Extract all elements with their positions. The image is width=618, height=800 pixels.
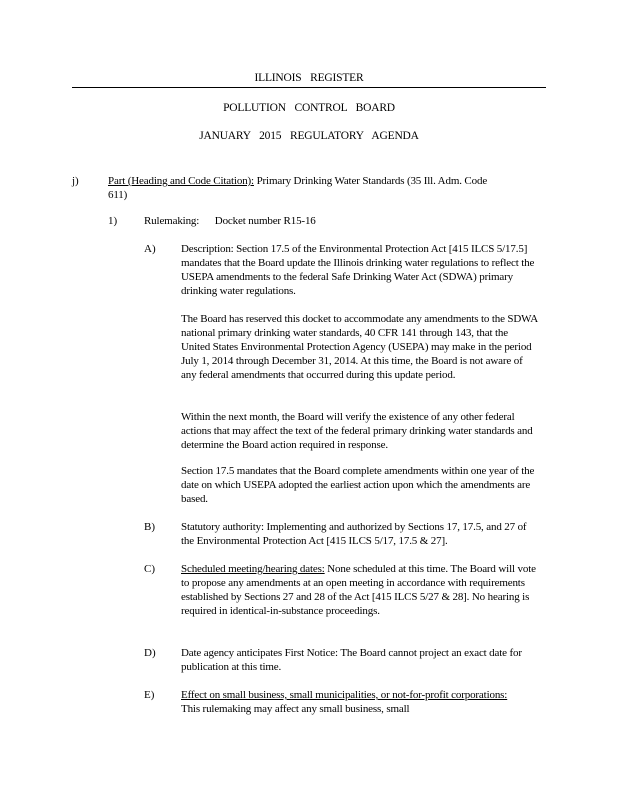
item-e-marker: E) <box>144 689 155 701</box>
item-a-paragraph-3: Within the next month, the Board will verify the existence of any other federal actions that may affect the text of the federal primary drinking water standards and determine the Board action required in response. <box>181 411 533 451</box>
item-a-paragraph-1: Description: Section 17.5 of the Environmental Protection Act [415 ILCS 5/17.5] mandates that the Board update the Illinois drinking water regulations to reflect the USEPA amendments to the federal Safe Drinking Water Act (SDWA) primary drinking water regulations. <box>181 243 535 297</box>
item-a-marker: A) <box>144 243 156 255</box>
agenda-title: JANUARY 2015 REGULATORY AGENDA <box>199 130 419 142</box>
item-a-paragraph-4: Section 17.5 mandates that the Board complete amendments within one year of the date on which USEPA adopted the earliest action upon which the amendments are based. <box>181 465 535 505</box>
item-c-label: Scheduled meeting/hearing dates: <box>181 563 325 575</box>
item-b-marker: B) <box>144 521 155 533</box>
part-heading <box>108 174 504 202</box>
item-e-small-business-effect <box>181 688 526 716</box>
part-marker: j) <box>72 175 79 187</box>
part-text: Primary Drinking Water Standards (35 Ill. Adm. Code 611) <box>108 175 488 201</box>
item-a-description <box>181 242 538 298</box>
board-title: POLLUTION CONTROL BOARD <box>223 102 395 114</box>
header-rule <box>72 87 546 88</box>
item-a-paragraph-2: The Board has reserved this docket to accommodate any amendments to the SDWA national primary drinking water standards, 40 CFR 141 through 143, that the United States Environmental Protection Agency (USEPA) may make in the period July 1, 2014 through December 31, 2014. At this time, the Board is not aware of any federal amendments that occurred during this update period. <box>181 313 538 381</box>
item-d-first-notice: Date agency anticipates First Notice: The Board cannot project an exact date for publication at this time. <box>181 647 522 673</box>
item-a-docket-note <box>181 312 538 382</box>
item-c-hearing-dates <box>181 562 538 618</box>
item-c-marker: C) <box>144 563 155 575</box>
item-e-label: Effect on small business, small municipalities, or not-for-profit corporations: <box>181 689 508 701</box>
item-b-statutory-authority: Statutory authority: Implementing and authorized by Sections 17, 17.5, and 27 of the Environmental Protection Act [415 ILCS 5/17, 17.5 & 27]. <box>181 521 527 547</box>
item-d-marker: D) <box>144 647 156 659</box>
item-e-text: This rulemaking may affect any small business, small <box>181 703 410 715</box>
item-a-deadline-note <box>181 464 538 506</box>
item-a-verification-note <box>181 410 538 452</box>
part-label: Part (Heading and Code Citation): <box>108 175 254 187</box>
item-c-text: None scheduled at this time. The Board will vote to propose any amendments at an open meeting in accordance with requirements established by Sections 27 and 28 of the Act [415 ILCS 5/27 & 28]. No hearing is required in identical-in-substance proceedings. <box>181 563 536 617</box>
rulemaking-marker: 1) <box>108 215 118 227</box>
rulemaking-line: Rulemaking: Docket number R15-16 <box>144 215 316 227</box>
register-title: ILLINOIS REGISTER <box>254 72 364 84</box>
